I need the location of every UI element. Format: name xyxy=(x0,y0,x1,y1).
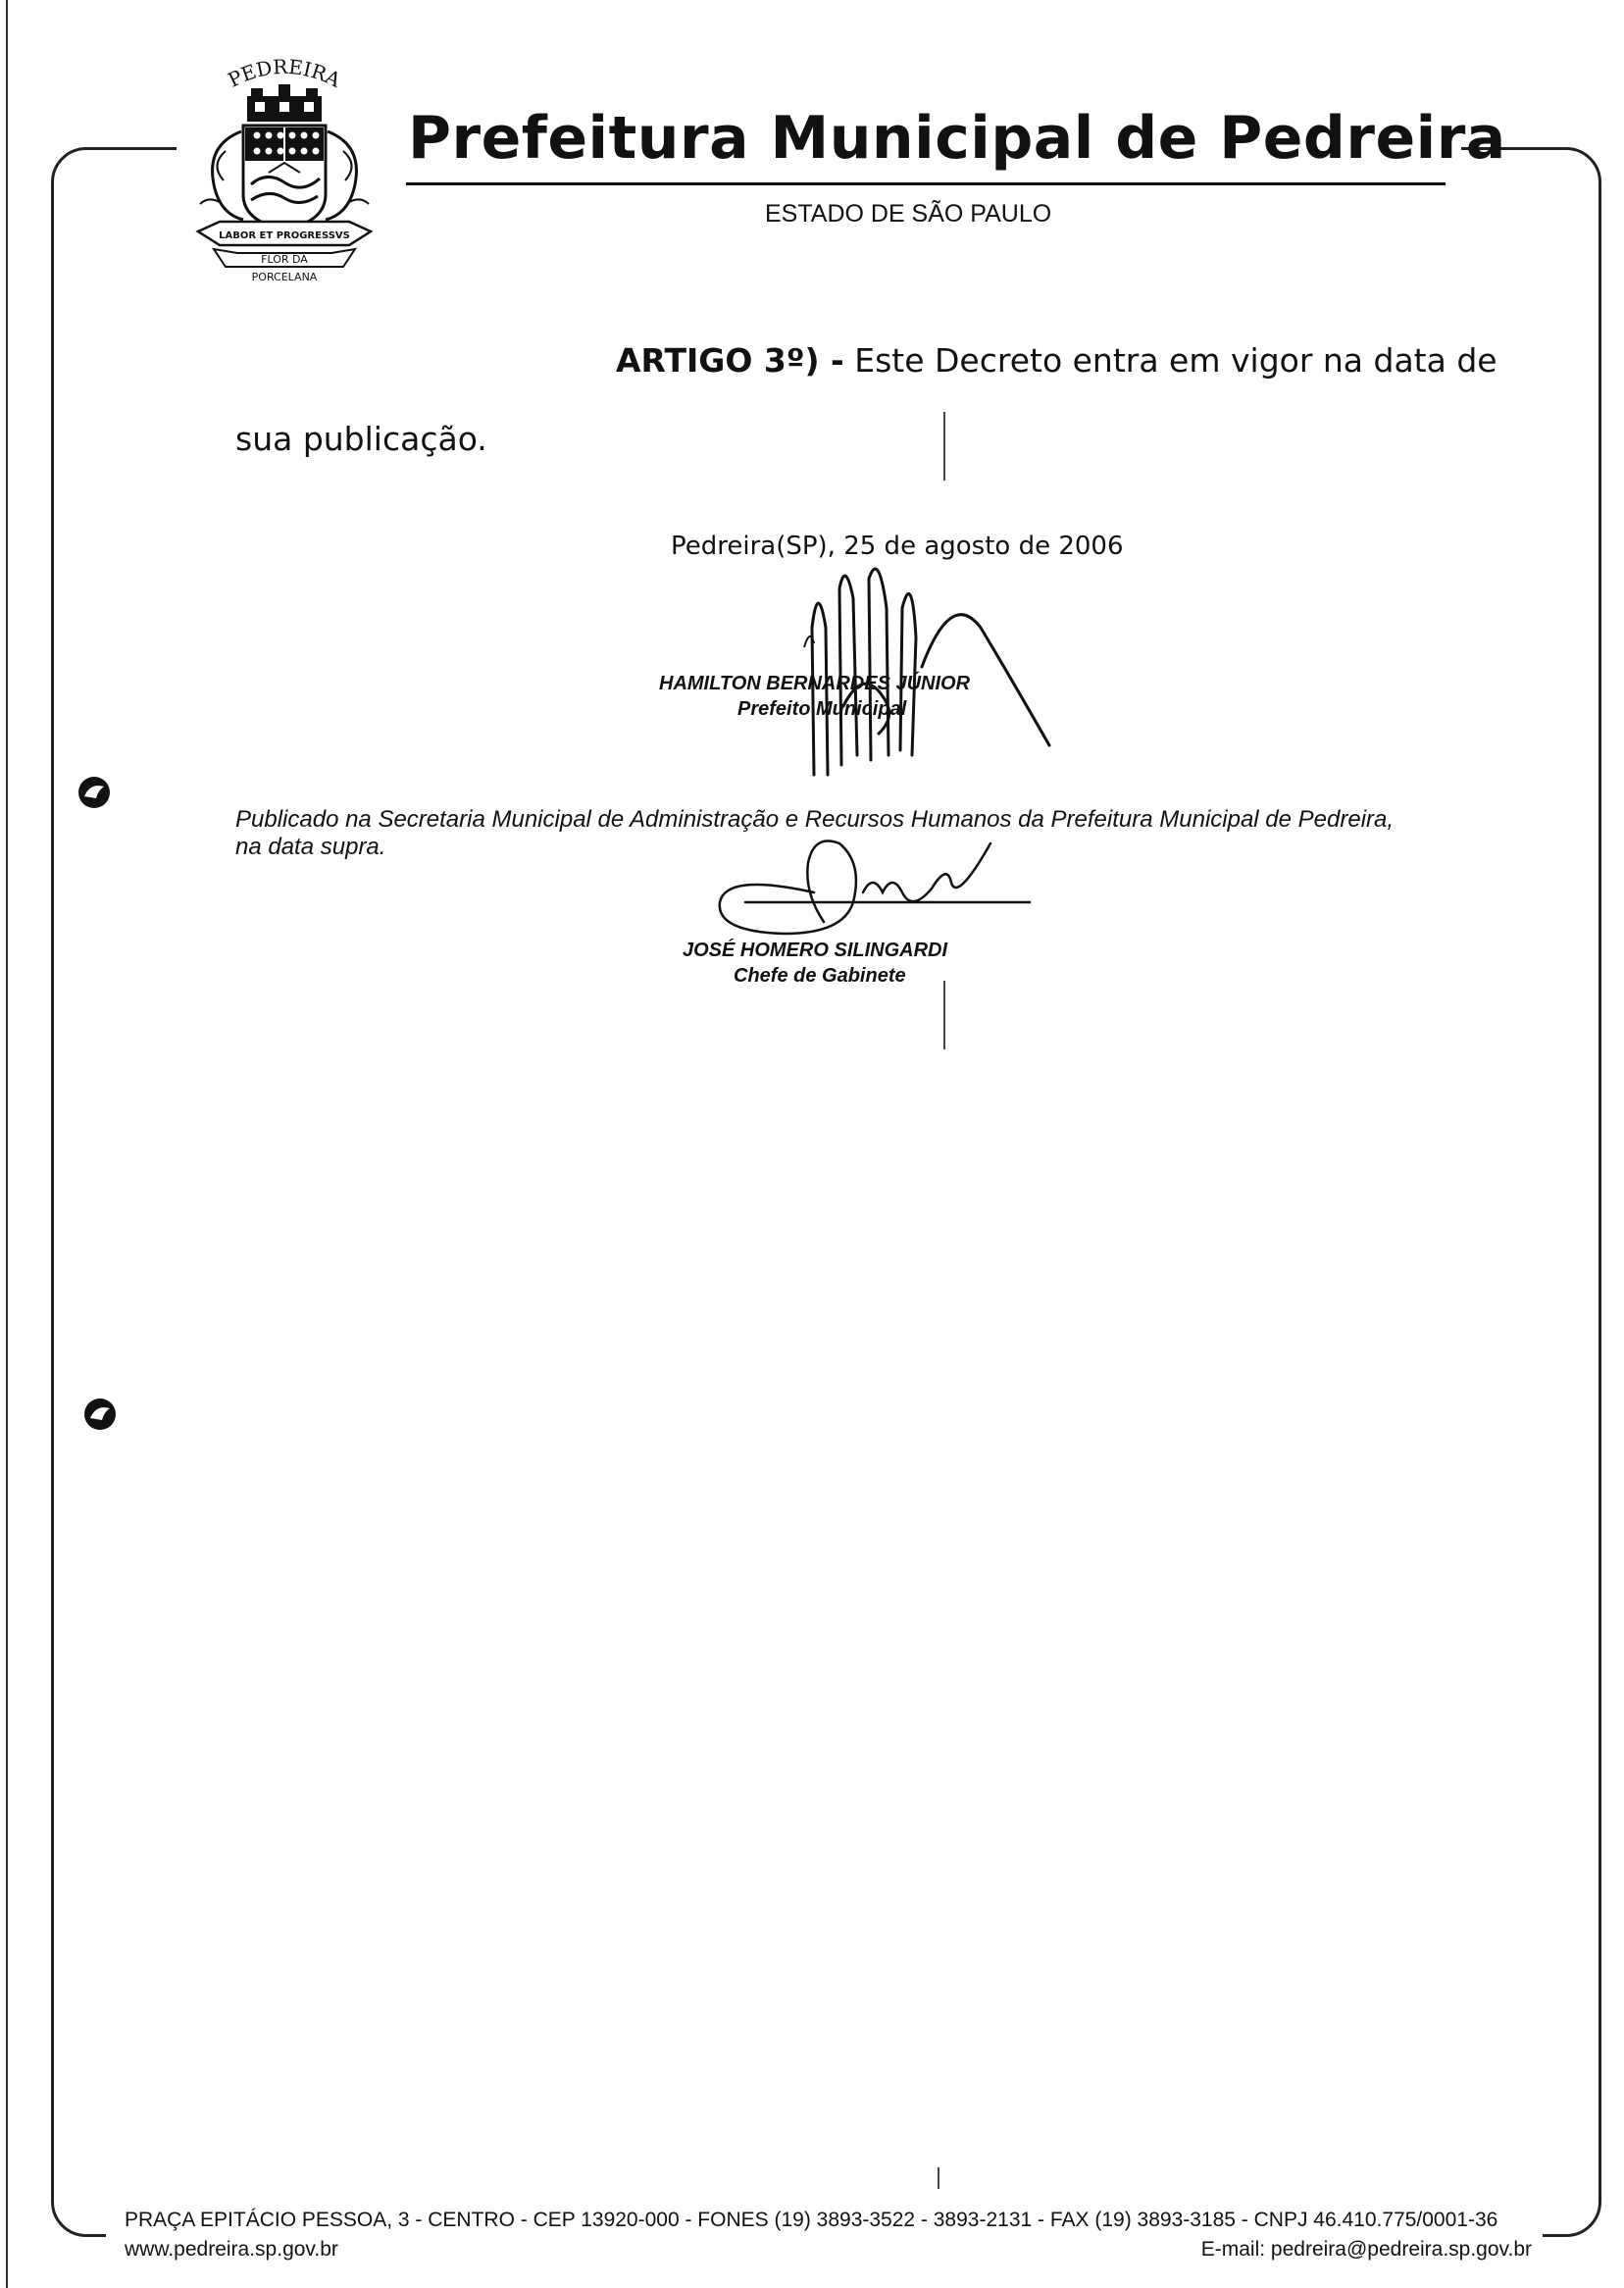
signatory-2-name: JOSÉ HOMERO SILINGARDI xyxy=(683,940,948,961)
publication-note: Publicado na Secretaria Municipal de Administração e Recursos Humanos da Prefeitura Municipal de Pedreira, na data supra. xyxy=(235,806,1395,860)
signature-prefeito xyxy=(785,549,1079,794)
crest-top-text: PEDREIRA xyxy=(224,57,345,92)
signatory-2-role: Chefe de Gabinete xyxy=(734,965,906,987)
scan-fold-mark xyxy=(938,2167,939,2189)
article-label: ARTIGO 3º) - xyxy=(616,341,844,380)
page-title: Prefeitura Municipal de Pedreira xyxy=(408,104,1506,173)
punch-hole-mark xyxy=(76,775,112,810)
scan-fold-mark xyxy=(943,412,945,481)
page-border-frame xyxy=(51,147,1601,2237)
footer-email: E-mail: pedreira@pedreira.sp.gov.br xyxy=(1200,2238,1532,2261)
place-date: Pedreira(SP), 25 de agosto de 2006 xyxy=(671,532,1124,561)
crest-bottom-text-1: FLOR DA xyxy=(261,253,308,266)
signatory-1-role: Prefeito Municipal xyxy=(737,698,907,720)
footer-address: PRAÇA EPITÁCIO PESSOA, 3 - CENTRO - CEP 13920-000 - FONES (19) 3893-3522 - 3893-2131 - FAX (19) 3893-3185 - CNPJ 46.410.775/0001-36 xyxy=(125,2209,1498,2231)
punch-hole-mark xyxy=(82,1397,118,1432)
scan-left-edge xyxy=(6,0,8,2288)
article-text: Este Decreto entra em vigor na data de xyxy=(843,341,1497,380)
coat-of-arms-crest xyxy=(186,57,382,284)
signature-chefe-gabinete xyxy=(706,824,1040,951)
article-paragraph xyxy=(616,341,1497,380)
crest-motto: LABOR ET PROGRESSVS xyxy=(219,230,350,241)
footer-website: www.pedreira.sp.gov.br xyxy=(125,2238,338,2261)
page-subtitle: ESTADO DE SÃO PAULO xyxy=(765,200,1052,228)
title-underline xyxy=(406,182,1446,185)
signatory-1-name: HAMILTON BERNARDES JÚNIOR xyxy=(659,673,971,694)
scan-fold-mark xyxy=(943,981,945,1049)
crest-bottom-text-2: PORCELANA xyxy=(251,271,318,283)
article-continuation: sua publicação. xyxy=(235,420,487,458)
